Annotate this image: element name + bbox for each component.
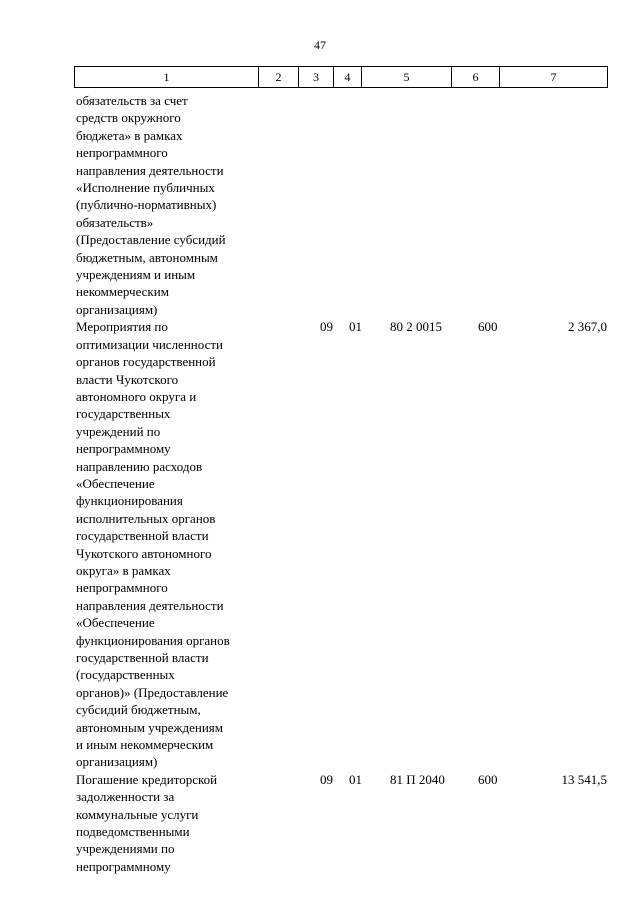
expense-type-code: 600 xyxy=(478,771,498,787)
description-line: Чукотского автономного xyxy=(76,545,212,561)
column-header: 4 xyxy=(334,67,362,88)
description-line: организациям) xyxy=(76,301,158,317)
description-line: направления деятельности xyxy=(76,597,224,613)
description-line: (Предоставление субсидий xyxy=(76,232,226,248)
description-line: (государственных xyxy=(76,667,175,683)
description-line: непрограммного xyxy=(76,580,168,596)
section-code: 09 xyxy=(320,771,333,787)
description-line: субсидий бюджетным, xyxy=(76,702,201,718)
expense-type-code: 600 xyxy=(478,319,498,335)
description-line: направления деятельности xyxy=(76,162,224,178)
table-row xyxy=(76,771,607,875)
description-line: автономным учреждениям xyxy=(76,719,223,735)
description-line: некоммерческим xyxy=(76,284,169,300)
description-line: государственных xyxy=(76,406,171,422)
description-line: оптимизации численности xyxy=(76,336,223,352)
column-header-table xyxy=(74,66,608,88)
description-line: учреждений по xyxy=(76,423,161,439)
description-line: обязательств» xyxy=(76,214,154,230)
description-line: бюджетным, автономным xyxy=(76,249,218,265)
description-line: власти Чукотского xyxy=(76,371,179,387)
description-line: организациям) xyxy=(76,754,158,770)
subsection-code: 01 xyxy=(349,771,362,787)
column-header: 7 xyxy=(500,67,608,88)
description-line: непрограммного xyxy=(76,145,168,161)
description-line: непрограммному xyxy=(76,858,171,874)
description-line: Мероприятия по xyxy=(76,319,168,335)
description-line: подведомственными xyxy=(76,824,190,840)
column-header: 1 xyxy=(75,67,259,88)
description-line: обязательств за счет xyxy=(76,93,188,108)
description-line: и иным некоммерческим xyxy=(76,737,214,753)
column-header: 5 xyxy=(362,67,452,88)
subsection-code: 01 xyxy=(349,319,362,335)
description-line: Погашение кредиторской xyxy=(76,771,218,787)
description-line: государственной власти xyxy=(76,528,209,544)
row-description xyxy=(76,771,266,875)
description-line: учреждениям и иным xyxy=(76,267,196,283)
description-line: органов)» (Предоставление xyxy=(76,684,229,700)
target-article-code: 80 2 0015 xyxy=(390,319,442,335)
description-line: «Обеспечение xyxy=(76,475,155,491)
section-code: 09 xyxy=(320,319,333,335)
column-header: 3 xyxy=(299,67,334,88)
description-line: направлению расходов xyxy=(76,458,203,474)
description-line: учреждениями по xyxy=(76,841,175,857)
amount: 13 541,5 xyxy=(561,771,607,787)
amount: 2 367,0 xyxy=(568,319,607,335)
description-line: округа» в рамках xyxy=(76,562,171,578)
description-line: коммунальные услуги xyxy=(76,806,199,822)
description-line: (публично-нормативных) xyxy=(76,197,217,213)
table-row xyxy=(76,92,266,318)
column-header: 6 xyxy=(452,67,500,88)
description-line: «Исполнение публичных xyxy=(76,180,215,196)
target-article-code: 81 П 2040 xyxy=(390,771,445,787)
description-line: функционирования xyxy=(76,493,183,509)
description-line: средств окружного xyxy=(76,110,181,126)
description-line: бюджета» в рамках xyxy=(76,127,183,143)
description-line: функционирования органов xyxy=(76,632,230,648)
column-header: 2 xyxy=(259,67,299,88)
table-row xyxy=(76,318,607,771)
description-line: исполнительных органов xyxy=(76,510,216,526)
description-line: непрограммному xyxy=(76,441,171,457)
description-line: «Обеспечение xyxy=(76,615,155,631)
description-line: государственной власти xyxy=(76,650,209,665)
description-line: органов государственной xyxy=(76,354,216,370)
table-body xyxy=(76,92,607,875)
row-description xyxy=(76,92,266,318)
page-number: 47 xyxy=(314,38,326,52)
description-line: автономного округа и xyxy=(76,388,197,404)
description-line: задолженности за xyxy=(76,789,175,805)
row-description xyxy=(76,318,266,771)
